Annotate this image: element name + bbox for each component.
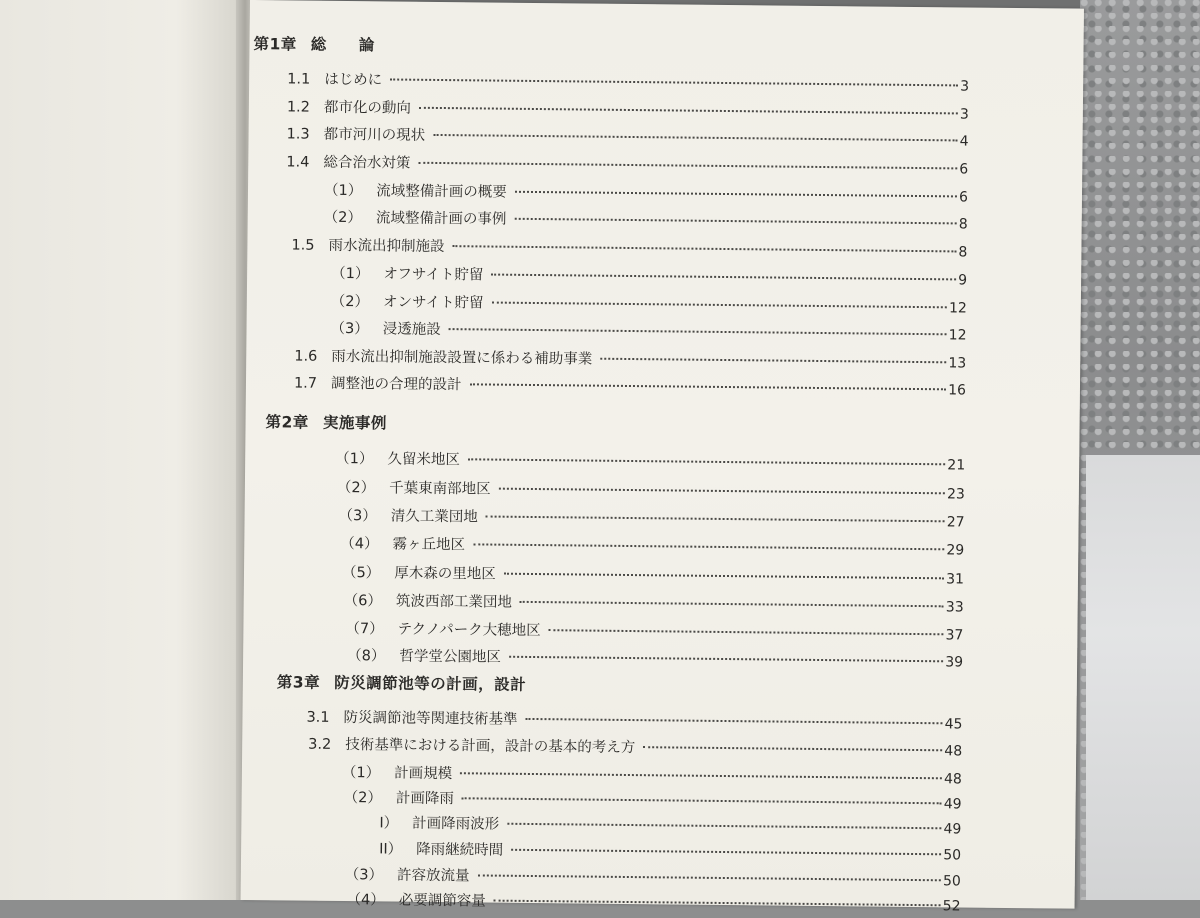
entry-number: （3） bbox=[338, 507, 377, 525]
leader-dots bbox=[600, 357, 946, 364]
entry-page-number: 49 bbox=[943, 796, 962, 813]
entry-page-number: 48 bbox=[943, 771, 962, 788]
leader-dots bbox=[486, 514, 945, 522]
entry-number: （1） bbox=[335, 450, 374, 468]
chapter-heading bbox=[253, 32, 375, 55]
entry-title: 哲学堂公園地区 bbox=[399, 648, 501, 666]
toc-entry bbox=[346, 888, 960, 916]
entry-page-number: 48 bbox=[944, 743, 963, 760]
toc-entry bbox=[379, 811, 961, 839]
leader-dots bbox=[462, 796, 942, 804]
entry-title: 降雨継続時間 bbox=[416, 841, 504, 859]
toc-entry bbox=[344, 589, 964, 617]
toc-entry bbox=[345, 863, 961, 891]
entry-title: オフサイト貯留 bbox=[383, 266, 484, 284]
leader-dots bbox=[449, 327, 947, 335]
leader-dots bbox=[418, 161, 957, 170]
entry-number: （1） bbox=[341, 765, 381, 782]
leader-dots bbox=[390, 77, 958, 86]
entry-number: （2） bbox=[343, 790, 382, 807]
toc-entry bbox=[379, 837, 961, 865]
entry-title: 許容放流量 bbox=[396, 867, 470, 885]
leader-dots bbox=[504, 572, 944, 580]
leader-dots bbox=[515, 190, 957, 198]
leader-dots bbox=[499, 487, 945, 495]
entry-page-number: 45 bbox=[944, 716, 963, 733]
entry-number: （6） bbox=[343, 593, 383, 610]
entry-page-number: 29 bbox=[946, 542, 965, 559]
leader-dots bbox=[549, 628, 944, 635]
entry-number: （2） bbox=[330, 293, 370, 311]
entry-title: 筑波西部工業団地 bbox=[395, 593, 513, 611]
entry-number: （1） bbox=[323, 182, 363, 200]
entry-page-number: 4 bbox=[959, 133, 969, 150]
entry-number: （3） bbox=[344, 867, 384, 884]
entry-number: 1.2 bbox=[286, 99, 311, 116]
toc-entry bbox=[340, 532, 964, 561]
leader-dots bbox=[433, 133, 958, 141]
entry-number: （2） bbox=[323, 209, 363, 227]
entry-title: 霧ヶ丘地区 bbox=[392, 536, 466, 554]
toc-entry bbox=[342, 561, 964, 590]
chapter-title: 防災調節池等の計画，設計 bbox=[334, 673, 527, 694]
entry-title: 流域整備計画の事例 bbox=[375, 210, 507, 228]
leader-dots bbox=[460, 771, 942, 779]
entry-number: 3.2 bbox=[308, 736, 332, 753]
entry-number: 1.1 bbox=[287, 71, 311, 88]
toc-entry bbox=[345, 617, 963, 645]
entry-title: 雨水流出抑制施設 bbox=[328, 237, 445, 256]
leader-dots bbox=[526, 717, 943, 724]
entry-title: 千葉東南部地区 bbox=[389, 480, 491, 498]
entry-title: オンサイト貯留 bbox=[382, 294, 484, 312]
entry-page-number: 52 bbox=[942, 898, 961, 915]
entry-number: （4） bbox=[346, 892, 385, 909]
entry-page-number: 12 bbox=[948, 327, 967, 344]
entry-page-number: 50 bbox=[943, 847, 962, 864]
entry-page-number: 27 bbox=[946, 514, 965, 531]
entry-title: 雨水流出抑制施設設置に係わる補助事業 bbox=[331, 348, 593, 368]
toc-entry bbox=[337, 476, 965, 505]
toc-entry bbox=[331, 262, 967, 291]
entry-title: 防災調節池等関連技術基準 bbox=[343, 710, 518, 728]
toc-entry bbox=[294, 344, 966, 373]
entry-page-number: 21 bbox=[947, 457, 966, 474]
table-of-contents bbox=[241, 0, 1084, 915]
chapter-number: 第1章 bbox=[253, 35, 297, 54]
entry-number: （5） bbox=[341, 564, 381, 582]
entry-page-number: 49 bbox=[943, 821, 962, 838]
entry-title: テクノパーク大穂地区 bbox=[397, 621, 541, 640]
entry-page-number: 16 bbox=[948, 382, 967, 399]
leader-dots bbox=[491, 273, 956, 281]
chapter-number: 第3章 bbox=[276, 673, 321, 692]
chapter-number: 第2章 bbox=[265, 413, 309, 432]
entry-page-number: 9 bbox=[958, 272, 968, 289]
entry-page-number: 3 bbox=[960, 78, 970, 95]
entry-number: （2） bbox=[336, 479, 376, 497]
leader-dots bbox=[473, 542, 944, 550]
entry-number: 1.5 bbox=[291, 237, 315, 254]
toc-entry bbox=[330, 317, 966, 346]
toc-entry bbox=[324, 206, 968, 235]
chapter-title: 実施事例 bbox=[322, 413, 387, 433]
leader-dots bbox=[514, 217, 956, 225]
entry-title: 都市化の動向 bbox=[323, 99, 412, 117]
leader-dots bbox=[509, 655, 943, 663]
photo-background-right-lower bbox=[1086, 455, 1200, 900]
entry-title: 調整池の合理的設計 bbox=[330, 375, 462, 394]
leader-dots bbox=[452, 244, 956, 252]
leader-dots bbox=[478, 873, 941, 881]
entry-page-number: 39 bbox=[945, 654, 964, 671]
entry-number: 1.7 bbox=[293, 375, 318, 392]
toc-entry bbox=[331, 290, 967, 319]
toc-entry bbox=[308, 733, 962, 762]
entry-number: II） bbox=[379, 841, 403, 858]
leader-dots bbox=[468, 457, 945, 465]
left-facing-page bbox=[0, 0, 252, 900]
toc-entry bbox=[286, 122, 968, 151]
toc-page bbox=[241, 0, 1084, 915]
entry-page-number: 8 bbox=[958, 216, 968, 233]
entry-page-number: 37 bbox=[945, 627, 964, 644]
entry-title: 浸透施設 bbox=[382, 321, 441, 339]
entry-page-number: 50 bbox=[942, 873, 961, 890]
entry-page-number: 6 bbox=[959, 161, 969, 178]
toc-entry bbox=[338, 504, 964, 533]
entry-title: 必要調節容量 bbox=[398, 892, 486, 910]
toc-entry bbox=[294, 371, 966, 400]
entry-number: 1.4 bbox=[286, 154, 310, 171]
leader-dots bbox=[520, 600, 944, 607]
leader-dots bbox=[643, 745, 942, 751]
entry-number: 1.3 bbox=[286, 126, 310, 143]
entry-title: 清久工業団地 bbox=[390, 508, 478, 526]
toc-entry bbox=[324, 179, 968, 208]
toc-entry bbox=[291, 233, 967, 262]
entry-page-number: 12 bbox=[948, 300, 967, 317]
entry-page-number: 6 bbox=[958, 189, 969, 206]
leader-dots bbox=[492, 301, 947, 309]
chapter-title: 総 論 bbox=[310, 35, 375, 55]
entry-title: 計画降雨波形 bbox=[412, 815, 500, 833]
entry-page-number: 23 bbox=[946, 486, 965, 503]
entry-number: （7） bbox=[345, 621, 384, 638]
leader-dots bbox=[470, 382, 947, 390]
entry-title: 久留米地区 bbox=[387, 451, 461, 469]
toc-entry bbox=[344, 786, 962, 814]
entry-page-number: 8 bbox=[958, 244, 968, 261]
entry-number: 3.1 bbox=[306, 709, 330, 726]
leader-dots bbox=[511, 848, 941, 856]
entry-title: 厚木森の里地区 bbox=[394, 565, 496, 583]
entry-title: 計画規模 bbox=[394, 765, 453, 783]
entry-number: 1.6 bbox=[294, 348, 318, 365]
entry-title: 都市河川の現状 bbox=[323, 126, 426, 144]
toc-entry bbox=[335, 447, 965, 476]
entry-title: 流域整備計画の概要 bbox=[376, 183, 507, 201]
entry-title: 計画降雨 bbox=[395, 790, 454, 808]
entry-title: 総合治水対策 bbox=[323, 154, 411, 172]
entry-page-number: 33 bbox=[945, 599, 964, 616]
toc-entry bbox=[286, 150, 968, 179]
entry-page-number: 3 bbox=[959, 106, 969, 123]
leader-dots bbox=[419, 106, 958, 115]
entry-number: （3） bbox=[330, 320, 369, 338]
toc-entry bbox=[287, 95, 969, 124]
toc-entry bbox=[342, 761, 962, 789]
entry-number: （4） bbox=[340, 535, 379, 553]
chapter-heading bbox=[277, 670, 527, 695]
toc-entry bbox=[306, 706, 962, 735]
entry-number: （8） bbox=[347, 648, 386, 665]
chapter-heading bbox=[265, 410, 387, 433]
entry-title: はじめに bbox=[324, 71, 383, 89]
entry-page-number: 31 bbox=[946, 571, 965, 588]
leader-dots bbox=[507, 822, 941, 830]
toc-entry bbox=[287, 67, 969, 96]
entry-number: （1） bbox=[331, 265, 370, 283]
entry-page-number: 13 bbox=[948, 355, 967, 372]
entry-title: 技術基準における計画，設計の基本的考え方 bbox=[345, 737, 636, 757]
toc-entry bbox=[347, 644, 963, 672]
entry-number: I） bbox=[379, 815, 399, 832]
